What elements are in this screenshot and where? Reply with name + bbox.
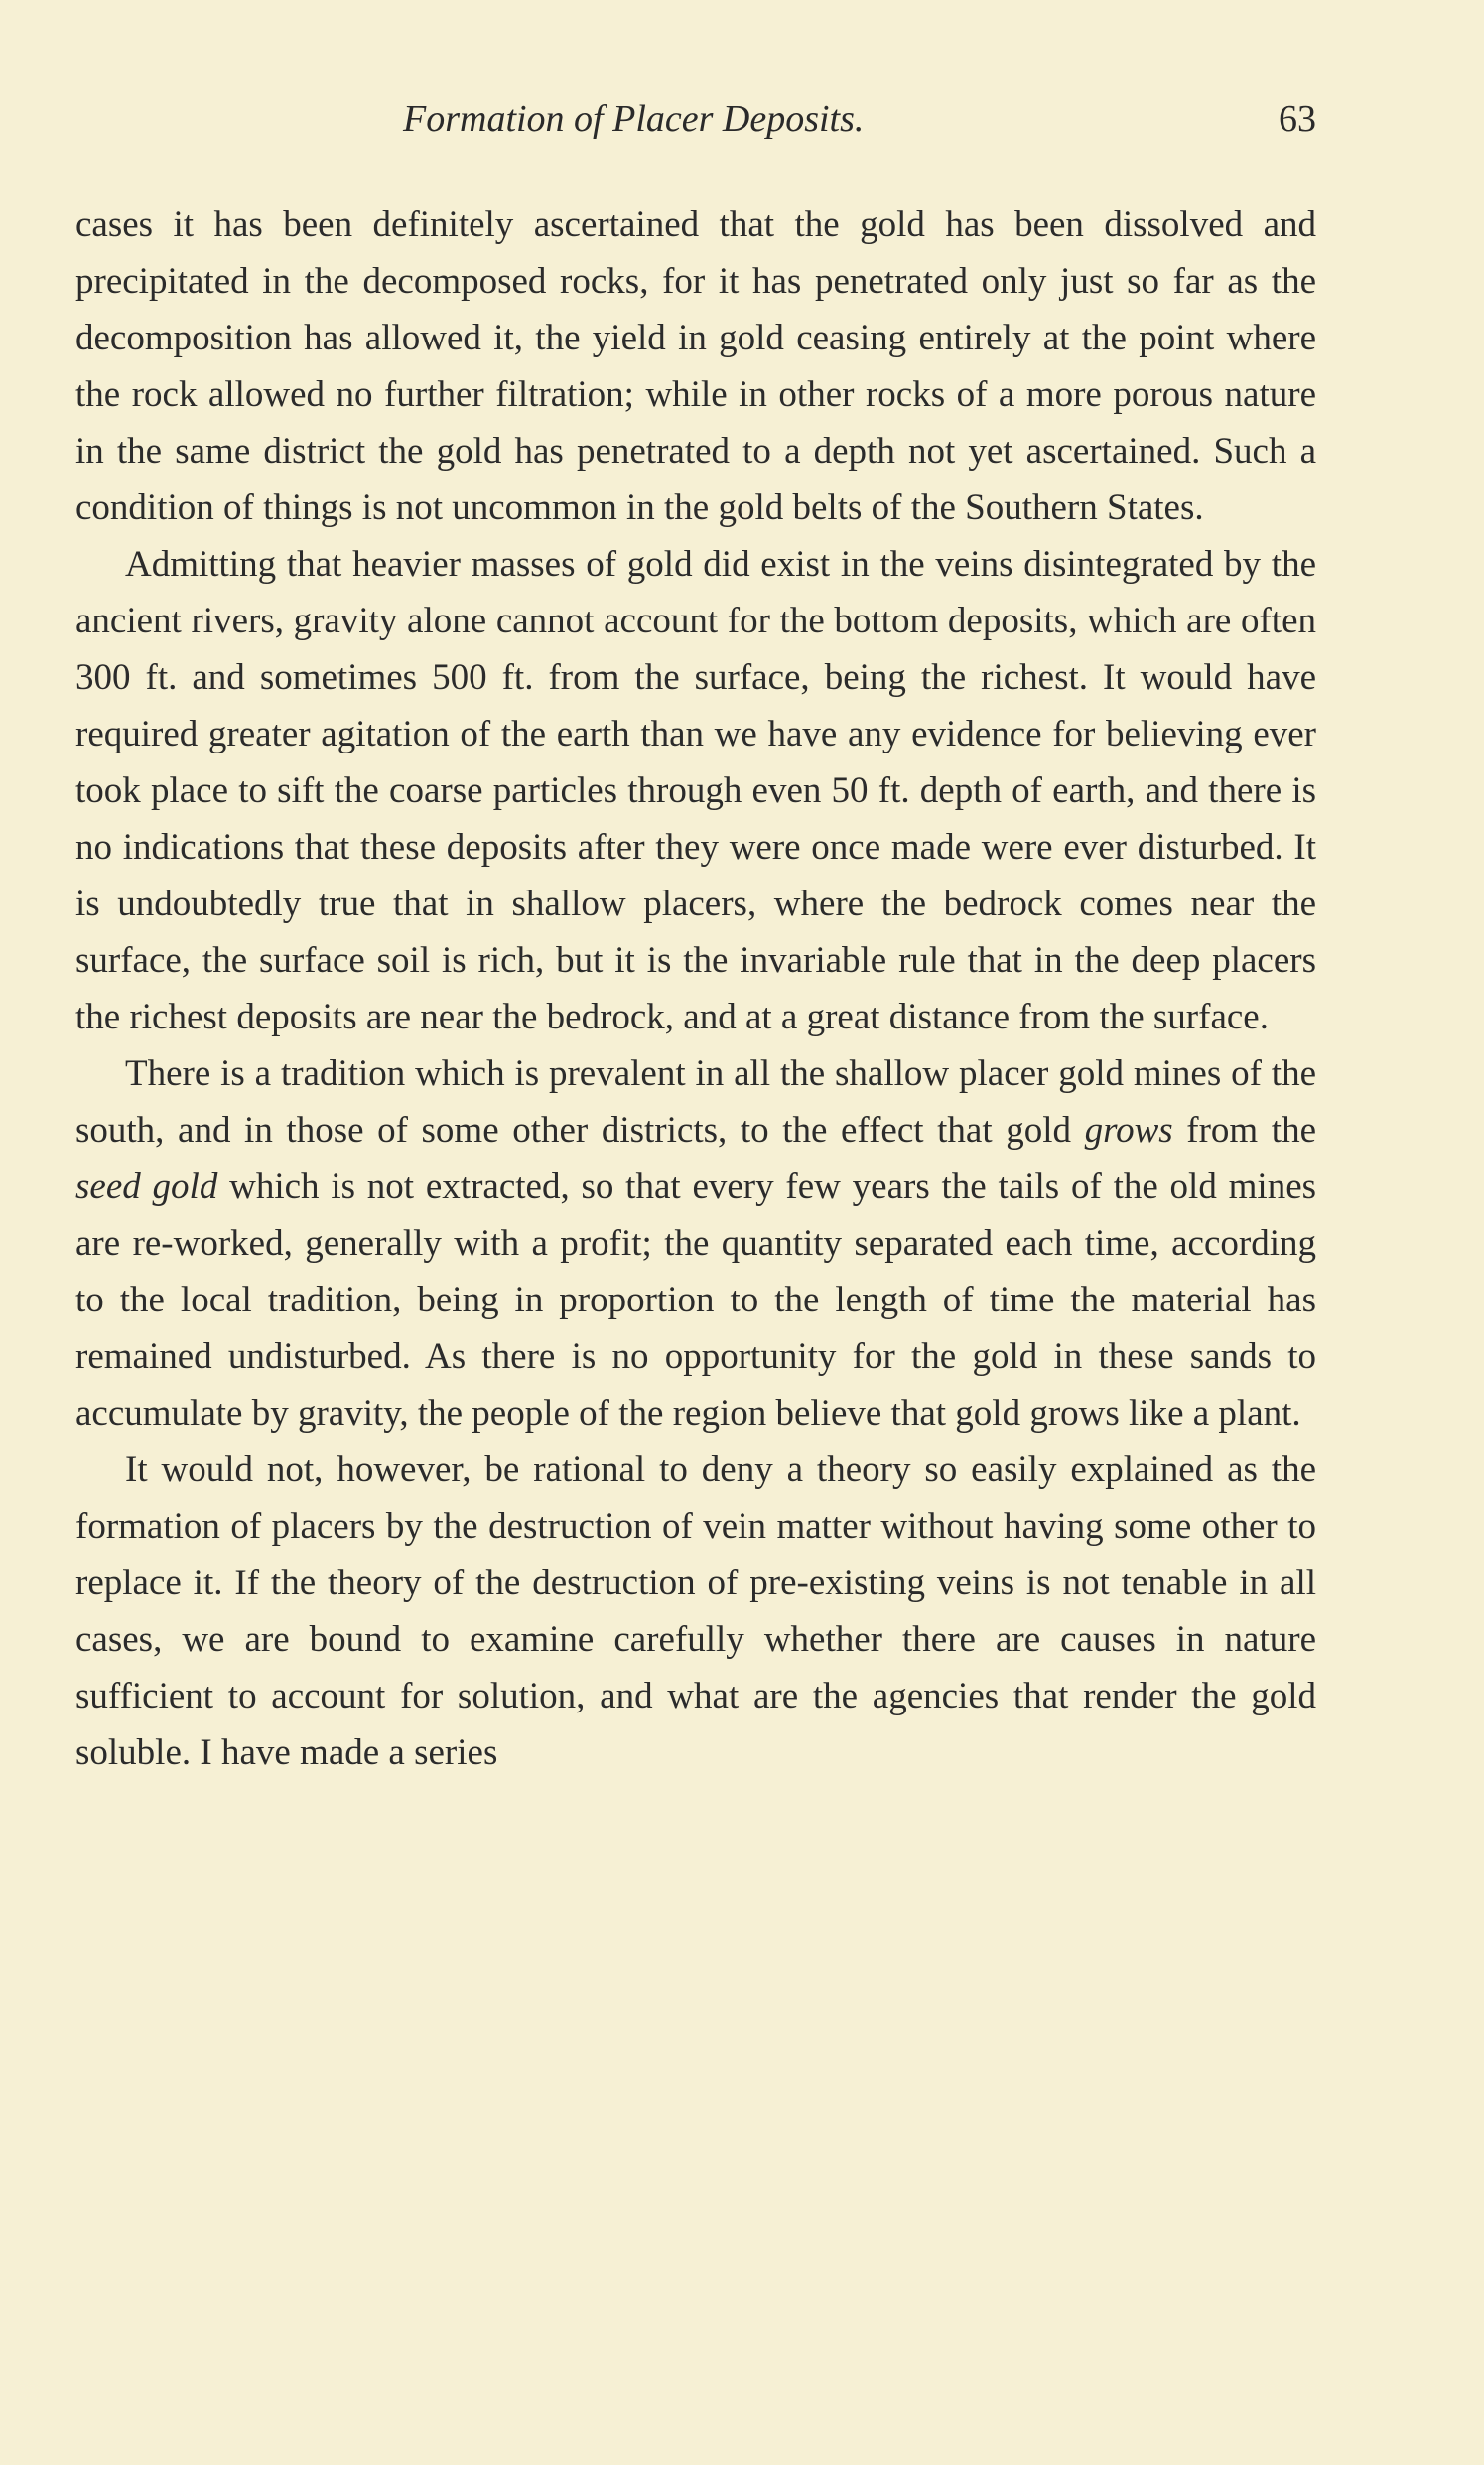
italic-term: grows — [1084, 1110, 1173, 1151]
paragraph-text: It would not, however, be rational to deny a theory so easily explained as the formation of placers by the destruction of vein matter without having some other to replace it. If the theory of the destruction of pre-existing veins is not tenable in all cases, we are bound to examine carefully whether there are causes in nature sufficient to account for solution, and what are the agencies that render the gold soluble. I have made a series — [75, 1449, 1316, 1773]
running-head — [75, 97, 1316, 157]
italic-term: seed gold — [75, 1166, 218, 1207]
paragraph-theory — [75, 1441, 1316, 1781]
paragraph-tradition — [75, 1045, 1316, 1441]
running-title: Formation of Placer Deposits. — [403, 98, 865, 140]
body-text — [75, 197, 1316, 1781]
paragraph-text-part: There is a tradition which is prevalent in all the shallow placer gold mines of the south, and in those of some other districts, to the effect that gold — [75, 1053, 1316, 1151]
paragraph-text-part: from the — [1186, 1110, 1316, 1151]
paragraph-continued — [75, 197, 1316, 536]
paragraph-gravity — [75, 536, 1316, 1045]
paragraph-text: Admitting that heavier masses of gold did exist in the veins disintegrated by the ancient rivers, gravity alone cannot account for the bottom deposits, which are often 300 ft. and sometimes 500 ft. from the surface, being the richest. It would have required greater agitation of the earth than we have any evidence for believing ever took place to sift the coarse particles through even 50 ft. depth of earth, and there is no indications that these deposits after they were once made were ever disturbed. It is undoubtedly true that in shallow placers, where the bedrock comes near the surface, the surface soil is rich, but it is the invariable rule that in the deep placers the richest deposits are near the bedrock, and at a great distance from the surface. — [75, 544, 1316, 1037]
paragraph-text-part: which is not extracted, so that every few years the tails of the old mines are re-worked, generally with a profit; the quantity separated each time, according to the local tradition, being in proportion to the length of time the material has remained undisturbed. As there is no opportunity for the gold in these sands to accumulate by gravity, the people of the region believe that gold grows like a plant. — [75, 1166, 1317, 1434]
paragraph-text: cases it has been definitely ascertained that the gold has been dissolved and precipitated in the decomposed rocks, for it has penetrated only just so far as the decomposition has allowed it, the yield in gold ceasing entirely at the point where the rock allowed no further filtration; while in other rocks of a more porous nature in the same district the gold has penetrated to a depth not yet ascertained. Such a condition of things is not uncommon in the gold belts of the Southern States. — [75, 205, 1316, 528]
page-number: 63 — [1279, 98, 1316, 140]
